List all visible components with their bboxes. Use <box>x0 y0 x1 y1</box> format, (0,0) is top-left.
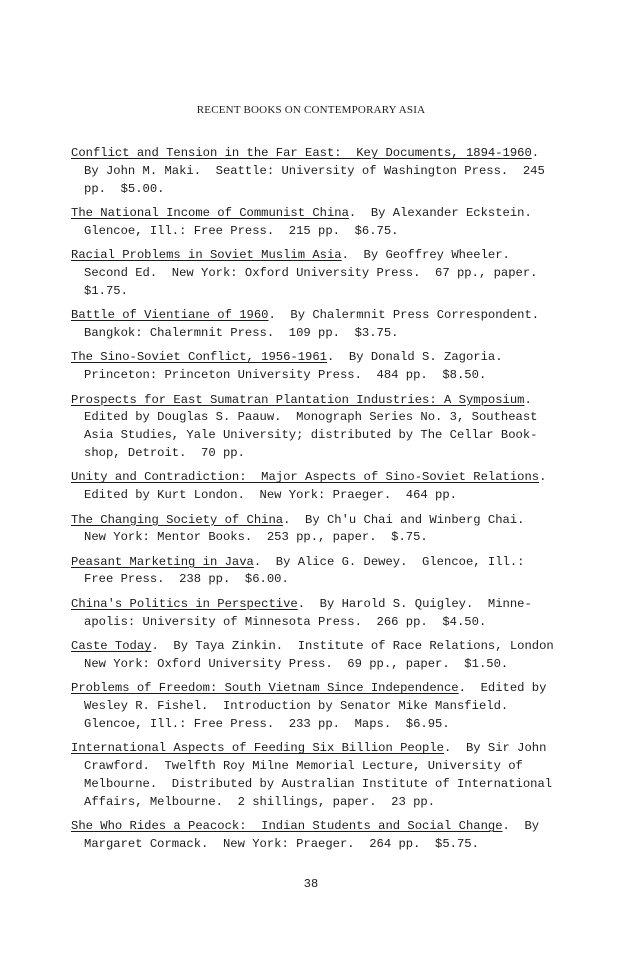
book-details: . By Taya Zinkin. Institute of Race Relations, London New York: Oxford University Press. 69 pp., paper. $1.50. <box>84 639 554 671</box>
book-entry <box>71 205 571 241</box>
book-entry <box>71 740 571 811</box>
book-entry <box>71 818 571 854</box>
book-entry <box>71 247 571 300</box>
book-title: Unity and Contradiction: Major Aspects of Sino-Soviet Relations <box>71 470 540 485</box>
book-details: . By John M. Maki. Seattle: University of Washington Press. 245 pp. $5.00. <box>84 146 545 196</box>
book-title: The Sino-Soviet Conflict, 1956-1961 <box>71 350 327 365</box>
book-entry <box>71 596 571 632</box>
book-title: China's Politics in Perspective <box>71 596 298 611</box>
book-details: . By Donald S. Zagoria. Princeton: Princeton University Press. 484 pp. $8.50. <box>84 350 503 383</box>
book-details: . Edited by Wesley R. Fishel. Introduction by Senator Mike Mansfield. Glencoe, Ill.: Free Press. 233 pp. Maps. $6.95. <box>84 681 547 731</box>
book-details: . Edited by Douglas S. Paauw. Monograph Series No. 3, Southeast Asia Studies, Yale University; distributed by The Cellar Book- shop, Detroit. 70 pp. <box>84 392 538 460</box>
book-title: The National Income of Communist China <box>71 205 349 220</box>
book-entry <box>71 349 571 385</box>
book-details: . By Sir John Crawford. Twelfth Roy Milne Memorial Lecture, University of Melbourne. Distributed by Australian Institute of International Affairs, Melbourne. 2 shillings, paper. 23 pp. <box>84 741 553 809</box>
book-title: Caste Today <box>71 639 152 654</box>
book-details: . By Chalermnit Press Correspondent. Bangkok: Chalermnit Press. 109 pp. $3.75. <box>84 308 540 340</box>
book-details: . By Geoffrey Wheeler. Second Ed. New York: Oxford University Press. 67 pp., paper. $1.75. <box>84 248 538 298</box>
book-details: . By Ch'u Chai and Winberg Chai. New York: Mentor Books. 253 pp., paper. $.75. <box>84 512 525 545</box>
book-entry <box>71 512 571 548</box>
book-title: She Who Rides a Peacock: Indian Students and Social Change <box>71 819 503 834</box>
book-list <box>71 145 571 860</box>
book-entry <box>71 392 571 463</box>
page-heading: RECENT BOOKS ON CONTEMPORARY ASIA <box>196 104 426 116</box>
book-entry <box>71 638 571 674</box>
book-entry <box>71 307 571 343</box>
book-entry <box>71 469 571 505</box>
book-title: Battle of Vientiane of 1960 <box>71 308 269 323</box>
book-details: . By Alice G. Dewey. Glencoe, Ill.: Free Press. 238 pp. $6.00. <box>84 554 525 587</box>
book-details: . By Margaret Cormack. New York: Praeger. 264 pp. $5.75. <box>84 819 540 851</box>
book-title: The Changing Society of China <box>71 512 284 527</box>
page-number: 38 <box>303 877 319 891</box>
book-details: . By Alexander Eckstein. Glencoe, Ill.: Free Press. 215 pp. $6.75. <box>84 205 532 238</box>
book-details: . By Harold S. Quigley. Minne- apolis: University of Minnesota Press. 266 pp. $4.50. <box>84 596 532 629</box>
book-title: Conflict and Tension in the Far East: Key Documents, 1894-1960 <box>71 146 532 160</box>
book-entry <box>71 145 571 198</box>
book-title: Racial Problems in Soviet Muslim Asia <box>71 248 342 263</box>
book-title: Problems of Freedom: South Vietnam Since Independence <box>71 681 459 696</box>
book-details: . Edited by Kurt London. New York: Praeger. 464 pp. <box>84 470 547 503</box>
book-title: International Aspects of Feeding Six Billion People <box>71 741 444 756</box>
book-entry <box>71 554 571 590</box>
book-entry <box>71 680 571 733</box>
book-title: Peasant Marketing in Java <box>71 554 254 569</box>
book-title: Prospects for East Sumatran Plantation Industries: A Symposium <box>71 392 525 407</box>
